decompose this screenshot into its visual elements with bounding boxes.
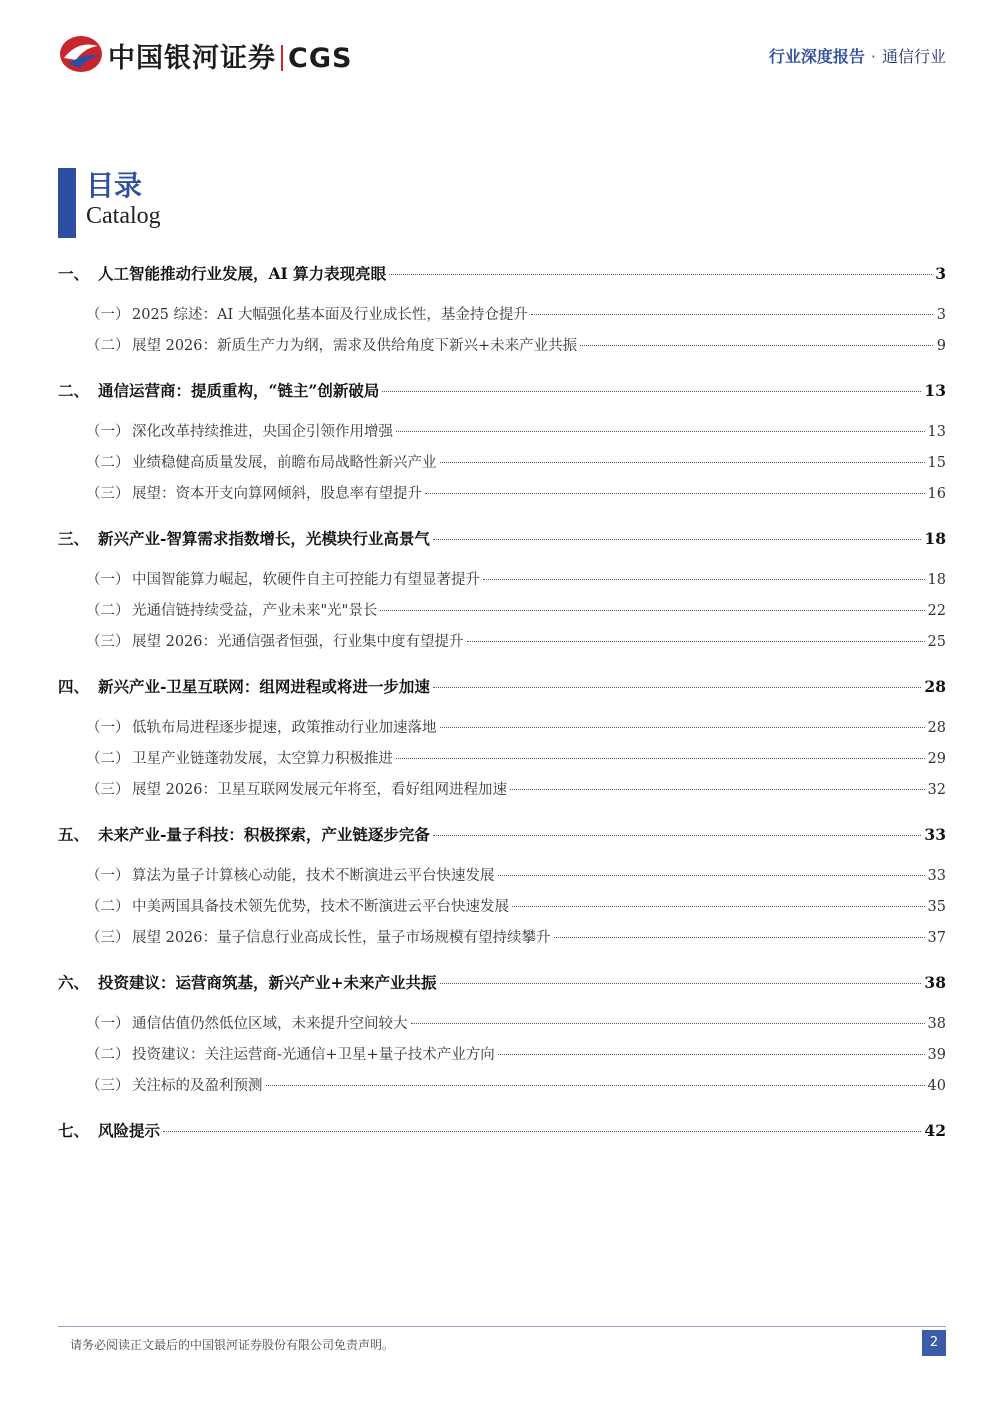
- toc-dot-leader: [498, 1054, 925, 1055]
- toc-entry-number: （二）: [86, 1047, 130, 1063]
- toc-chapter-entry[interactable]: [58, 823, 946, 845]
- page-number: 2: [922, 1330, 946, 1356]
- toc-dot-leader: [433, 687, 921, 688]
- toc-page-number: 33: [927, 868, 946, 884]
- toc-page-number: 33: [924, 825, 946, 844]
- toc-chapter-entry[interactable]: [58, 527, 946, 549]
- toc-page-number: 40: [927, 1078, 946, 1094]
- toc-entry-number: （二）: [86, 455, 130, 471]
- toc-chapter-entry[interactable]: [58, 971, 946, 993]
- toc-section-entry[interactable]: [58, 303, 946, 324]
- toc-section-entry[interactable]: [58, 599, 946, 620]
- toc-section-entry[interactable]: [58, 451, 946, 472]
- toc-entry-number: （一）: [86, 307, 130, 323]
- toc-dot-leader: [510, 789, 925, 790]
- toc-dot-leader: [163, 1131, 921, 1132]
- toc-entry-number: 七、: [58, 1121, 90, 1140]
- toc-entry-number: （一）: [86, 1016, 130, 1032]
- toc-entry-label: 深化改革持续推进，央国企引领作用增强: [132, 424, 393, 440]
- toc-entry-number: （三）: [86, 782, 130, 798]
- toc-page-number: 15: [927, 455, 946, 471]
- report-category: [769, 44, 946, 67]
- toc-entry-number: （二）: [86, 338, 130, 354]
- toc-dot-leader: [433, 539, 921, 540]
- toc-dot-leader: [440, 983, 922, 984]
- catalog-title: [58, 168, 358, 238]
- toc-chapter-entry[interactable]: [58, 1119, 946, 1141]
- toc-dot-leader: [411, 1023, 925, 1024]
- toc-entry-number: （一）: [86, 720, 130, 736]
- brand-logo-text: [108, 36, 352, 75]
- toc-page-number: 32: [927, 782, 946, 798]
- toc-dot-leader: [440, 462, 925, 463]
- toc-entry-label: 业绩稳健高质量发展，前瞻布局战略性新兴产业: [132, 455, 437, 471]
- toc-dot-leader: [396, 431, 925, 432]
- toc-dot-leader: [483, 579, 925, 580]
- toc-page-number: 16: [927, 486, 946, 502]
- toc-page-number: 13: [927, 424, 946, 440]
- toc-dot-leader: [554, 937, 925, 938]
- toc-dot-leader: [425, 493, 925, 494]
- toc-entry-label: 中国智能算力崛起，软硬件自主可控能力有望显著提升: [132, 572, 480, 588]
- toc-entry-label: 展望 2026：卫星互联网发展元年将至，看好组网进程加速: [132, 782, 508, 798]
- toc-entry-number: （二）: [86, 603, 130, 619]
- toc-entry-number: 一、: [58, 264, 90, 283]
- toc-page-number: 22: [927, 603, 946, 619]
- catalog-title-cn: 目录: [86, 169, 143, 202]
- header-separator: ·: [870, 47, 876, 66]
- toc-dot-leader: [389, 274, 932, 275]
- toc-page-number: 28: [924, 677, 946, 696]
- toc-entry-label: 2025 综述：AI 大幅强化基本面及行业成长性，基金持仓提升: [132, 307, 528, 323]
- toc-entry-label: 新兴产业-智算需求指数增长，光模块行业高景气: [98, 529, 430, 548]
- toc-entry-label: 人工智能推动行业发展，AI 算力表现亮眼: [98, 264, 387, 283]
- title-accent-bar: [58, 168, 76, 238]
- footer-divider: [58, 1326, 946, 1327]
- cgs-logo-icon: [58, 34, 104, 74]
- toc-page-number: 38: [924, 973, 946, 992]
- toc-section-entry[interactable]: [58, 778, 946, 799]
- toc-chapter-entry[interactable]: [58, 675, 946, 697]
- toc-page-number: 39: [927, 1047, 946, 1063]
- toc-entry-label: 投资建议：运营商筑基，新兴产业+未来产业共振: [98, 973, 437, 992]
- toc-dot-leader: [531, 314, 933, 315]
- toc-dot-leader: [382, 391, 921, 392]
- toc-entry-label: 投资建议：关注运营商-光通信+卫星+量子技术产业方向: [132, 1047, 495, 1063]
- toc-entry-label: 光通信链持续受益，产业未来"光"景长: [132, 603, 378, 619]
- toc-dot-leader: [580, 345, 933, 346]
- toc-section-entry[interactable]: [58, 420, 946, 441]
- toc-entry-label: 算法为量子计算核心动能，技术不断演进云平台快速发展: [132, 868, 495, 884]
- toc-entry-label: 低轨布局进程逐步提速，政策推动行业加速落地: [132, 720, 437, 736]
- toc-dot-leader: [380, 610, 924, 611]
- toc-entry-number: （三）: [86, 634, 130, 650]
- toc-page-number: 28: [927, 720, 946, 736]
- footer-disclaimer: 请务必阅读正文最后的中国银河证券股份有限公司免责声明。: [70, 1338, 395, 1352]
- toc-page-number: 18: [927, 572, 946, 588]
- toc-section-entry[interactable]: [58, 716, 946, 737]
- toc-entry-label: 展望 2026：新质生产力为纲，需求及供给角度下新兴+未来产业共振: [132, 338, 578, 354]
- page-header: [0, 0, 992, 90]
- toc-chapter-entry[interactable]: [58, 379, 946, 401]
- toc-entry-label: 通信估值仍然低位区域，未来提升空间较大: [132, 1016, 408, 1032]
- toc-entry-number: 五、: [58, 825, 90, 844]
- toc-page-number: 42: [924, 1121, 946, 1140]
- toc-dot-leader: [467, 641, 925, 642]
- toc-entry-label: 展望 2026：量子信息行业高成长性，量子市场规模有望持续攀升: [132, 930, 551, 946]
- toc-entry-label: 卫星产业链蓬勃发展，太空算力积极推进: [132, 751, 393, 767]
- toc-dot-leader: [433, 835, 921, 836]
- logo-separator: [281, 45, 283, 71]
- toc-entry-number: （三）: [86, 486, 130, 502]
- toc-chapter-entry[interactable]: [58, 262, 946, 284]
- toc-entry-number: 四、: [58, 677, 90, 696]
- toc-page-number: 37: [927, 930, 946, 946]
- toc-entry-number: （一）: [86, 868, 130, 884]
- toc-entry-number: （三）: [86, 930, 130, 946]
- toc-entry-label: 关注标的及盈利预测: [132, 1078, 263, 1094]
- toc-dot-leader: [498, 875, 925, 876]
- toc-page-number: 29: [927, 751, 946, 767]
- toc-entry-number: 三、: [58, 529, 90, 548]
- toc-entry-number: （二）: [86, 899, 130, 915]
- toc-section-entry[interactable]: [58, 895, 946, 916]
- toc-entry-number: （三）: [86, 1078, 130, 1094]
- toc-page-number: 3: [936, 307, 946, 323]
- toc-entry-label: 新兴产业-卫星互联网：组网进程或将进一步加速: [98, 677, 430, 696]
- toc-page-number: 35: [927, 899, 946, 915]
- toc-entry-label: 未来产业-量子科技：积极探索，产业链逐步完备: [98, 825, 430, 844]
- toc-entry-label: 展望：资本开支向算网倾斜，股息率有望提升: [132, 486, 422, 502]
- toc-section-entry[interactable]: [58, 334, 946, 355]
- toc-entry-number: 六、: [58, 973, 90, 992]
- toc-section-entry[interactable]: [58, 1012, 946, 1033]
- toc-entry-label: 通信运营商：提质重构，“链主”创新破局: [98, 381, 380, 400]
- toc-entry-number: 二、: [58, 381, 90, 400]
- toc-page-number: 13: [924, 381, 946, 400]
- toc-section-entry[interactable]: [58, 630, 946, 651]
- brand-name-en: CGS: [288, 43, 353, 74]
- toc-section-entry[interactable]: [58, 747, 946, 768]
- toc-section-entry[interactable]: [58, 1043, 946, 1064]
- industry-name: 通信行业: [881, 47, 946, 66]
- toc-entry-label: 中美两国具备技术领先优势，技术不断演进云平台快速发展: [132, 899, 509, 915]
- toc-entry-number: （二）: [86, 751, 130, 767]
- catalog-title-en: Catalog: [86, 203, 161, 229]
- toc-page-number: 18: [924, 529, 946, 548]
- toc-entry-label: 风险提示: [98, 1121, 161, 1140]
- toc-dot-leader: [440, 727, 925, 728]
- toc-dot-leader: [266, 1085, 925, 1086]
- toc-entry-number: （一）: [86, 572, 130, 588]
- toc-dot-leader: [396, 758, 925, 759]
- toc-dot-leader: [512, 906, 925, 907]
- brand-name-cn: 中国银河证券: [108, 43, 276, 74]
- toc-section-entry[interactable]: [58, 568, 946, 589]
- toc-page-number: 3: [935, 264, 946, 283]
- toc-entry-number: （一）: [86, 424, 130, 440]
- toc-page-number: 9: [936, 338, 946, 354]
- toc-section-entry[interactable]: [58, 926, 946, 947]
- toc-page-number: 25: [927, 634, 946, 650]
- toc-section-entry[interactable]: [58, 1074, 946, 1095]
- toc-section-entry[interactable]: [58, 864, 946, 885]
- toc-page-number: 38: [927, 1016, 946, 1032]
- report-type: 行业深度报告: [768, 47, 865, 66]
- toc-section-entry[interactable]: [58, 482, 946, 503]
- toc-entry-label: 展望 2026：光通信强者恒强，行业集中度有望提升: [132, 634, 464, 650]
